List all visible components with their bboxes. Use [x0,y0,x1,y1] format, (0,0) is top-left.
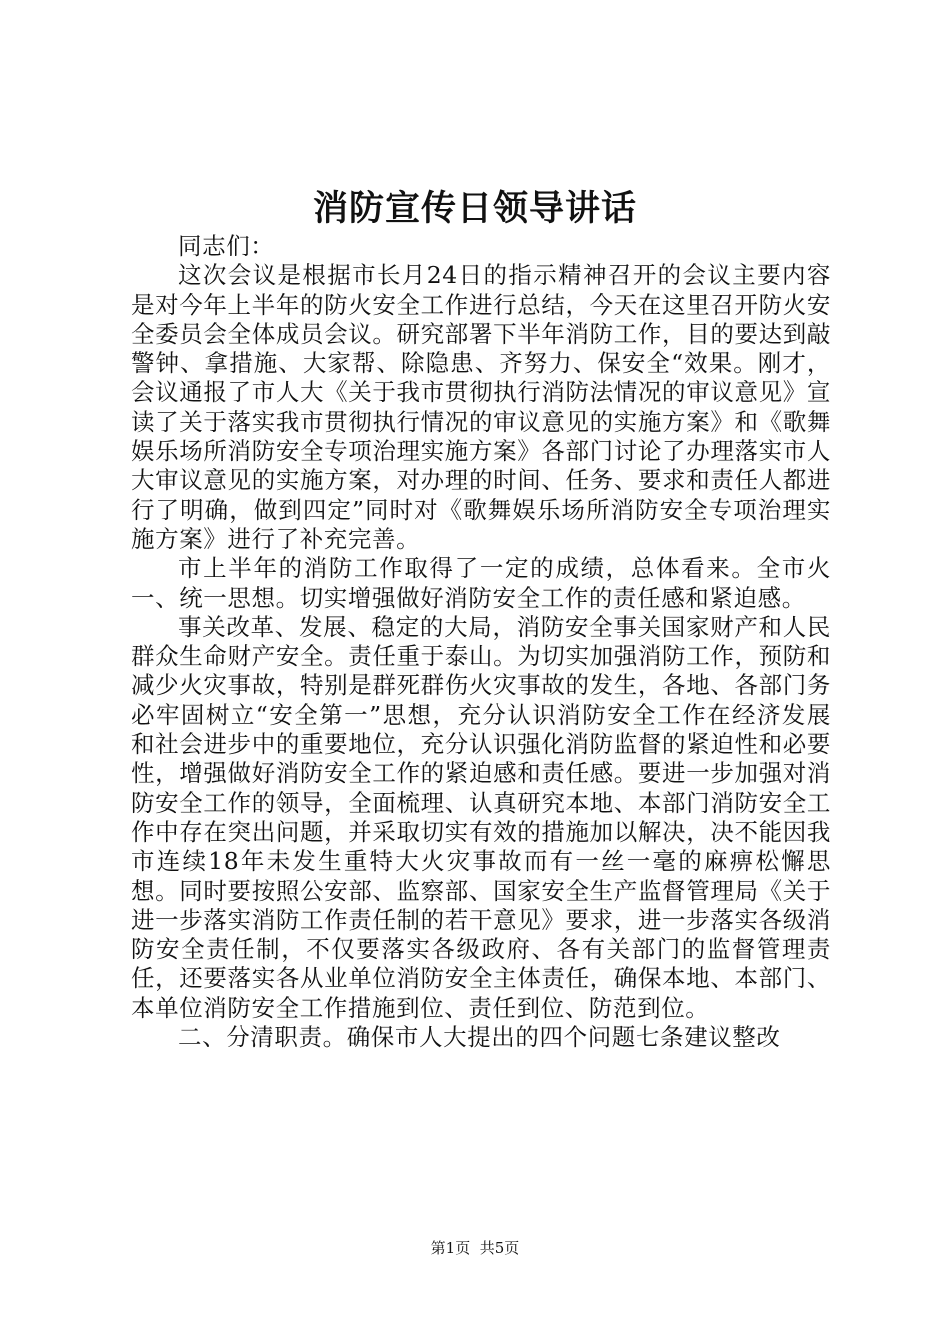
document-body [131,232,831,1052]
paragraph-2: 市上半年的消防工作取得了一定的成绩，总体看来。全市火一、统一思想。切实增强做好消防安全工作的责任感和紧迫感。 [131,554,831,612]
page-number: 第1页 [430,1239,471,1257]
paragraph-4: 二、分清职责。确保市人大提出的四个问题七条建议整改 [178,1023,781,1052]
paragraph-1: 这次会议是根据市长月24日的指示精神召开的会议主要内容是对今年上半年的防火安全工作进行总结，今天在这里召开防火安全委员会全体成员会议。研究部署下半年消防工作，目的要达到敲警钟、拿措施、大家帮、除隐患、齐努力、保安全“效果。刚才，会议通报了市人大《关于我市贯彻执行消防法情况的审议意见》宣读了关于落实我市贯彻执行情况的审议意见的实施方案》和《歌舞娱乐场所消防安全专项治理实施方案》各部门讨论了办理落实市人大审议意见的实施方案，对办理的时间、任务、要求和责任人都进行了明确，做到四定”同时对《歌舞娱乐场所消防安全专项治理实施方案》进行了补充完善。 [131,261,831,553]
page-total: 共5页 [479,1239,520,1257]
document-title: 消防宣传日领导讲话 [312,188,637,229]
paragraph-3: 事关改革、发展、稳定的大局，消防安全事关国家财产和人民群众生命财产安全。责任重于泰山。为切实加强消防工作，预防和减少火灾事故，特别是群死群伤火灾事故的发生，各地、各部门务必牢固树立“安全第一”思想，充分认识消防安全工作在经济发展和社会进步中的重要地位，充分认识强化消防监督的紧迫性和必要性，增强做好消防安全工作的紧迫感和责任感。要进一步加强对消防安全工作的领导，全面梳理、认真研究本地、本部门消防安全工作中存在突出问题，并采取切实有效的措施加以解决，决不能因我市连续18年未发生重特大火灾事故而有一丝一毫的麻痹松懈思想。同时要按照公安部、监察部、国家安全生产监督管理局《关于进一步落实消防工作责任制的若干意见》要求，进一步落实各级消防安全责任制，不仅要落实各级政府、各有关部门的监督管理责任，还要落实各从业单位消防安全主体责任，确保本地、本部门、本单位消防安全工作措施到位、责任到位、防范到位。 [131,612,831,1022]
salutation: 同志们： [178,232,275,260]
page-footer [0,1238,950,1258]
